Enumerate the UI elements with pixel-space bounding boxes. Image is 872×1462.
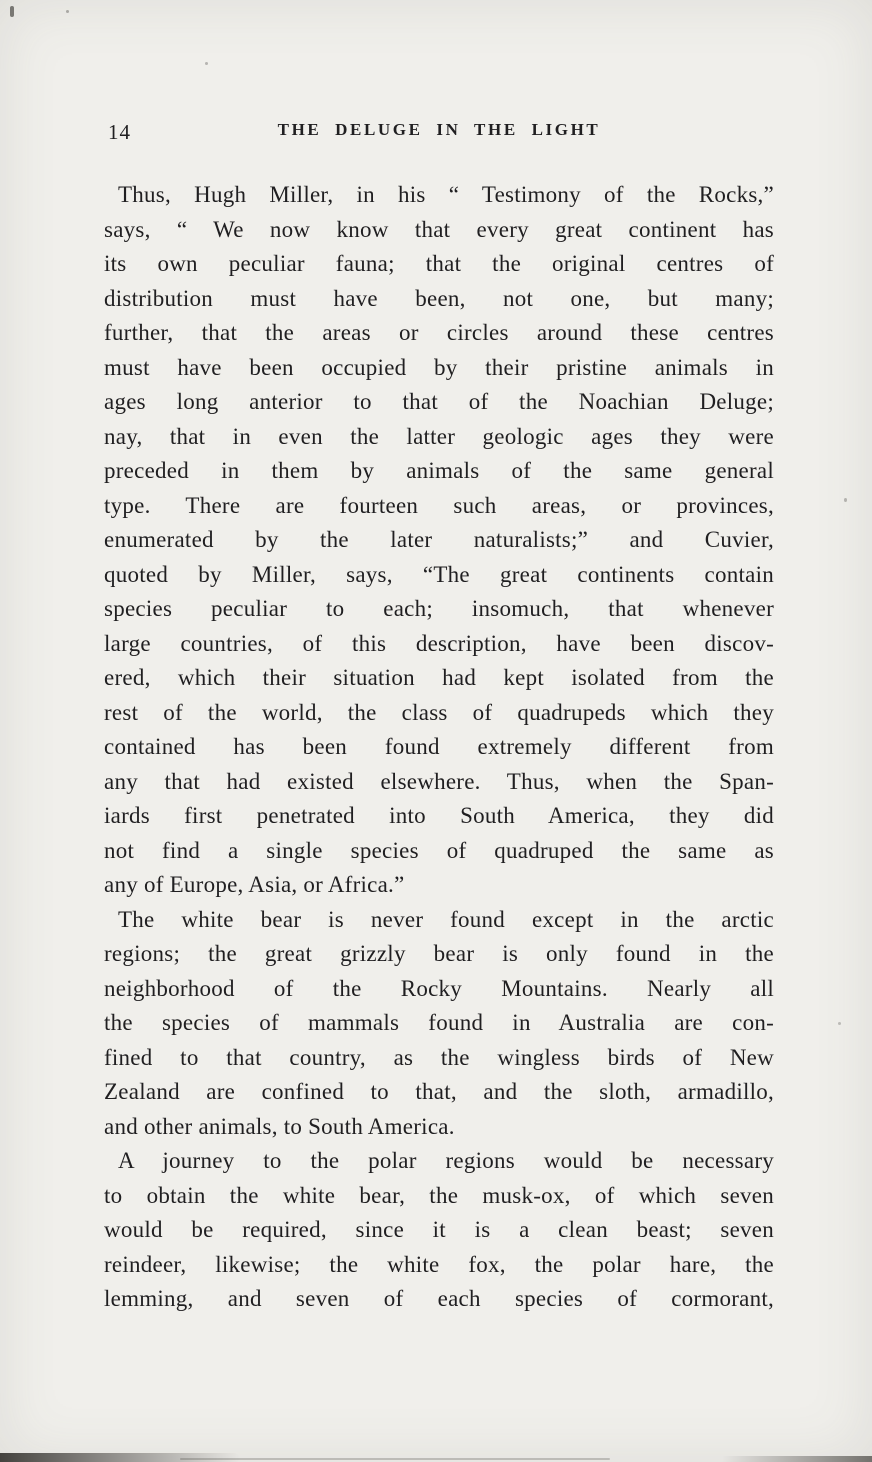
- text-line: the species of mammals found in Australia are con-: [104, 1010, 774, 1035]
- text-line: not find a single species of quadruped the same as: [104, 837, 774, 863]
- page-content: [104, 120, 774, 1317]
- text-line: distribution must have been, not one, but many;: [104, 285, 774, 311]
- body-text: [104, 178, 774, 1317]
- text-line: The white bear is never found except in the arctic: [118, 906, 774, 932]
- text-line: further, that the areas or circles around these centres: [104, 320, 774, 345]
- text-line: nay, that in even the latter geologic ages they were: [104, 423, 774, 449]
- text-line: to obtain the white bear, the musk-ox, of which seven: [104, 1182, 774, 1208]
- scan-artifact: [205, 62, 208, 65]
- text-line: type. There are fourteen such areas, or provinces,: [104, 492, 774, 518]
- text-line: ages long anterior to that of the Noachian Deluge;: [104, 389, 774, 414]
- page-header: [104, 120, 774, 148]
- text-line: reindeer, likewise; the white fox, the polar hare, the: [104, 1251, 774, 1277]
- running-header-title: THE DELUGE IN THE LIGHT: [277, 120, 601, 139]
- text-line: fined to that country, as the wingless birds of New: [104, 1044, 774, 1070]
- text-line: any that had existed elsewhere. Thus, when the Span-: [104, 768, 774, 794]
- text-line: quoted by Miller, says, “The great continents contain: [104, 561, 774, 587]
- scan-artifact: [180, 1458, 610, 1460]
- text-line: species peculiar to each; insomuch, that whenever: [104, 596, 774, 621]
- text-line: regions; the great grizzly bear is only found in the: [104, 941, 774, 966]
- scan-artifact: [838, 1022, 841, 1025]
- text-line: rest of the world, the class of quadrupeds which they: [104, 699, 774, 725]
- scan-artifact: [10, 6, 14, 17]
- text-line: any of Europe, Asia, or Africa.”: [104, 872, 405, 897]
- text-line: Zealand are confined to that, and the sloth, armadillo,: [104, 1079, 774, 1104]
- page-number: 14: [108, 120, 131, 144]
- scan-artifact: [844, 498, 847, 502]
- text-line: its own peculiar fauna; that the original centres of: [104, 251, 774, 276]
- text-line: iards first penetrated into South America, they did: [104, 803, 774, 828]
- text-line: A journey to the polar regions would be necessary: [118, 1148, 774, 1173]
- text-line: contained has been found extremely different from: [104, 734, 774, 759]
- text-line: lemming, and seven of each species of cormorant,: [104, 1286, 774, 1311]
- scan-artifact: [722, 1456, 872, 1462]
- text-line: Thus, Hugh Miller, in his “ Testimony of the Rocks,”: [118, 182, 774, 207]
- paragraph: [104, 1144, 774, 1317]
- paragraph: [104, 178, 774, 903]
- text-line: neighborhood of the Rocky Mountains. Nearly all: [104, 975, 774, 1001]
- text-line: ered, which their situation had kept isolated from the: [104, 665, 774, 690]
- scan-artifact: [66, 10, 69, 13]
- text-line: says, “ We now know that every great continent has: [104, 216, 774, 242]
- text-line: and other animals, to South America.: [104, 1113, 455, 1139]
- paragraph: [104, 903, 774, 1145]
- text-line: would be required, since it is a clean beast; seven: [104, 1217, 774, 1242]
- text-line: must have been occupied by their pristine animals in: [104, 354, 774, 380]
- text-line: preceded in them by animals of the same general: [104, 458, 774, 483]
- text-line: enumerated by the later naturalists;” and Cuvier,: [104, 527, 774, 552]
- text-line: large countries, of this description, have been discov-: [104, 630, 774, 656]
